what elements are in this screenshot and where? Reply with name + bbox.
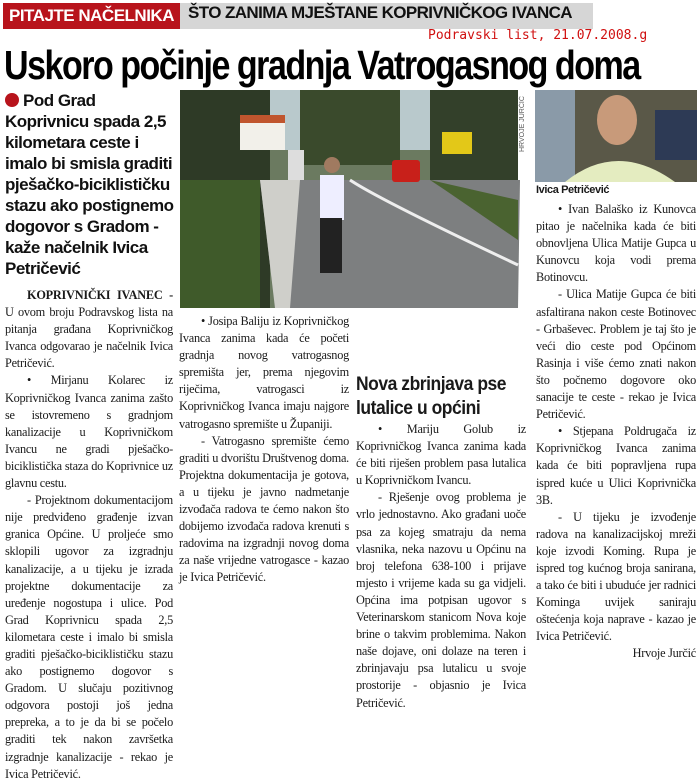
photo-credit: HRVOJE JURČIĆ <box>519 96 526 152</box>
paragraph-text: U ovom broju Podravskog lista na pitanja građana Koprivničkog Ivanca odgovarao je načelnik Ivica Petričević. <box>5 305 173 371</box>
paragraph: • Mariju Golub iz Koprivničkog Ivanca zanima kada će biti riješen problem pasa lutalica u Koprivničkom Ivancu. <box>356 422 526 488</box>
portrait-illustration <box>535 90 697 182</box>
paragraph: • Stjepana Poldrugača iz Koprivničkog Ivanca zanima kada će biti popravljena rupa ispred kuće u Ulici Koprivnička 3B. <box>536 424 696 507</box>
kicker-label: PITAJTE NAČELNIKA <box>3 3 180 29</box>
source-note: Podravski list, 21.07.2008.g <box>428 28 648 43</box>
paragraph: - Ulica Matije Gupca će biti asfaltirana nakon ceste Botinovec - Grbaševec. Problem je taj što je veći dio ceste pod Općinom Rasinja i više ćemo znati nakon što počnemo dogovore oko sanacije te ceste - rekao je Ivica Petričević. <box>536 287 696 422</box>
paragraph: - Rješenje ovog problema je vrlo jednostavno. Ako građani uoče psa za kojeg smatraju da nema vlasnika, neka nazovu u Općinu na broj telefona 638-100 i prijave mjesto i vrijeme kada su ga vidjeli. Općina ima potpisan ugovor s Veterinarskom stanicom Nova koje brine o takvim problemima. Nakon naše dojave, oni dolaze na teren i zbrinjavaju psa lutalicu u svoje prostorije - objasnio je Ivica Petričević. <box>356 490 526 710</box>
paragraph: - U tijeku je izvođenje radova na kanalizacijskoj mreži koje izvodi Koming. Rupa je ispred tog kućnog broja sanirana, a tako će biti i ubuduće jer radnici Kominga uvijek saniraju oštećenja koja naprave - kazao je Ivica Petričević. <box>536 509 696 644</box>
left-column <box>5 90 175 781</box>
article-column-2 <box>179 313 349 585</box>
article-column-4 <box>536 201 696 663</box>
paragraph: • Mirjanu Kolarec iz Koprivničkog Ivanca zanima zašto se istovremeno s gradnjom kanalizacije u Koprivničkom Ivancu ne gradi pješačko-biciklistička staza do Koprivnice uz glavnu cestu. <box>5 373 173 491</box>
author-signature: Hrvoje Jurčić <box>632 646 696 661</box>
bullet-dot-icon <box>5 93 19 107</box>
paragraph: • Ivan Balaško iz Kunovca pitao je načelnika kada će biti obnovljena Ulica Matije Gupca u Kunovcu koja vodi prema Botinovcu. <box>536 202 696 285</box>
subheading: Nova zbrinjava pse lutalice u općini <box>356 374 507 419</box>
portrait-caption: Ivica Petričević <box>536 184 610 196</box>
article-column-1 <box>5 287 173 781</box>
lead-text <box>5 90 175 279</box>
kicker-row <box>3 3 697 29</box>
lead-body: Pod Grad Koprivnicu spada 2,5 kilometara ceste i imalo bi smisla graditi pješačko-biciklističku stazu ako postignemo dogovor s Gradom - kaže načelnik Ivica Petričević <box>5 91 174 278</box>
portrait-photo <box>535 90 697 182</box>
headline: Uskoro počinje gradnja Vatrogasnog doma <box>4 42 640 88</box>
paragraph: • Josipa Baliju iz Koprivničkog Ivanca zanima kada će početi gradnja novog vatrogasnog spremišta jer, prema njegovim riječima, vatrogasci iz Koprivničkog Ivanca imaju najgore vatrogasno spremište u Županiji. <box>179 314 349 431</box>
kicker-subtitle: ŠTO ZANIMA MJEŠTANE KOPRIVNIČKOG IVANCA <box>187 3 572 22</box>
paragraph: - Vatrogasno spremište ćemo graditi u dvorištu Društvenog doma. Projektna dokumentacija je gotova, a u tijeku je javno nadmetanje izvođača radova te ćemo nakon što dobijemo izvođača radova krenuti s radovima na izgradnji novog doma za naše vrijedne vatrogasce - kazao je Ivica Petričević. <box>179 433 349 585</box>
paragraph: - Projektnom dokumentacijom nije predviđeno građenje izvan granica Općine. U proljeće smo sklopili ugovor za izgradnju kanalizacije, a u tijeku je izrada projektne dokumentacije za uređenje nogostupa i ulice. Pod Grad Koprivnicu spada 2,5 kilometara ceste i imalo bi smisla graditi pješačko-biciklističku stazu ako postignemo dogovor s Gradom. U slučaju pozitivnog odgovora postoji još jedna prepreka, a to je da bi se počelo graditi tek nakon završetka izgradnje kanalizacije - rekao je Ivica Petričević. <box>5 493 173 781</box>
article-column-3 <box>356 313 526 710</box>
street-cyclist-photo <box>180 90 518 308</box>
paragraph <box>5 287 173 372</box>
photo-illustration <box>180 90 518 308</box>
dateline: KOPRIVNIČKI IVANEC - <box>27 288 173 302</box>
